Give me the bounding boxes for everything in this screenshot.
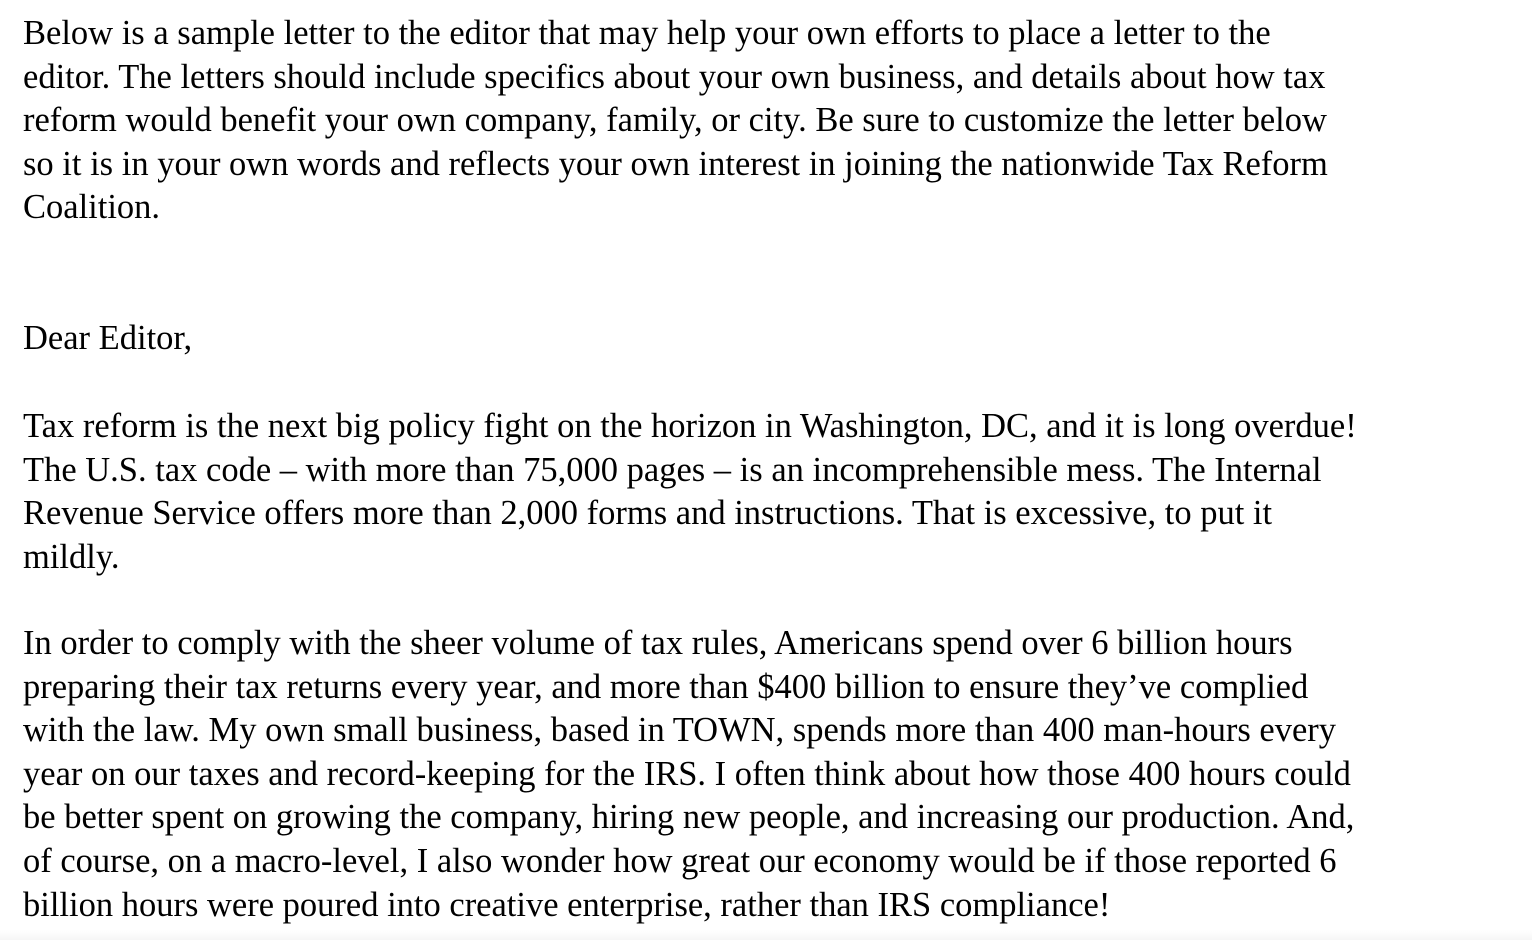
paragraph-line: year on our taxes and record-keeping for the IRS. I often think about how those 400 hours could — [23, 754, 1351, 793]
paragraph-line: Revenue Service offers more than 2,000 forms and instructions. That is excessive, to put it — [23, 494, 1273, 533]
paragraph-line: billion hours were poured into creative enterprise, rather than IRS compliance! — [23, 885, 1111, 924]
paragraph-line: In order to comply with the sheer volume of tax rules, Americans spend over 6 billion hours — [23, 624, 1293, 662]
intro-paragraph — [23, 12, 1503, 230]
intro-line: so it is in your own words and reflects your own interest in joining the nationwide Tax Reform — [23, 144, 1328, 183]
paragraph-line: The U.S. tax code – with more than 75,000 pages – is an incomprehensible mess. The Internal — [23, 450, 1322, 489]
paragraph-line: be better spent on growing the company, hiring new people, and increasing our production. And, — [23, 798, 1355, 837]
salutation — [23, 317, 1503, 361]
letter-paragraph-1 — [23, 405, 1503, 579]
salutation-line: Dear Editor, — [23, 319, 193, 357]
page-bottom-edge — [0, 930, 1532, 940]
intro-line: Coalition. — [23, 188, 161, 227]
intro-line: Below is a sample letter to the editor that may help your own efforts to place a letter to the — [23, 14, 1271, 52]
letter-paragraph-2 — [23, 622, 1503, 927]
paragraph-line: Tax reform is the next big policy fight on the horizon in Washington, DC, and it is long overdue! — [23, 407, 1357, 445]
intro-line: editor. The letters should include specifics about your own business, and details about how tax — [23, 57, 1326, 96]
paragraph-line: preparing their tax returns every year, and more than $400 billion to ensure they’ve complied — [23, 667, 1309, 706]
intro-line: reform would benefit your own company, family, or city. Be sure to customize the letter below — [23, 101, 1327, 140]
paragraph-line: mildly. — [23, 537, 120, 576]
paragraph-line: of course, on a macro-level, I also wonder how great our economy would be if those reported 6 — [23, 841, 1337, 880]
paragraph-line: with the law. My own small business, based in TOWN, spends more than 400 man-hours every — [23, 711, 1337, 750]
